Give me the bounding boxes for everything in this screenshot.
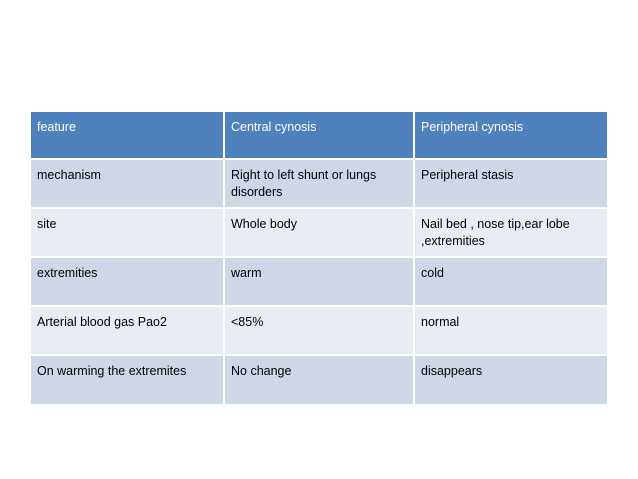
table-row <box>31 355 607 404</box>
row-peripheral-cell: Nail bed , nose tip,ear lobe ,extremities <box>414 208 607 257</box>
row-feature-cell: mechanism <box>31 159 224 208</box>
row-central-cell: <85% <box>224 306 414 355</box>
row-peripheral-cell: disappears <box>414 355 607 404</box>
row-feature-cell: On warming the extremites <box>31 355 224 404</box>
table-header-row <box>31 112 607 159</box>
row-feature-cell: site <box>31 208 224 257</box>
table-row <box>31 257 607 306</box>
table-row <box>31 159 607 208</box>
header-peripheral-cyanosis: Peripheral cynosis <box>414 112 607 159</box>
row-peripheral-cell: normal <box>414 306 607 355</box>
row-feature-cell: extremities <box>31 257 224 306</box>
row-peripheral-cell: cold <box>414 257 607 306</box>
table-row <box>31 306 607 355</box>
row-central-cell: Right to left shunt or lungs disorders <box>224 159 414 208</box>
table-row <box>31 208 607 257</box>
header-central-cyanosis: Central cynosis <box>224 112 414 159</box>
row-central-cell: warm <box>224 257 414 306</box>
row-peripheral-cell: Peripheral stasis <box>414 159 607 208</box>
header-feature: feature <box>31 112 224 159</box>
comparison-table <box>31 112 607 404</box>
row-central-cell: No change <box>224 355 414 404</box>
row-central-cell: Whole body <box>224 208 414 257</box>
row-feature-cell: Arterial blood gas Pao2 <box>31 306 224 355</box>
